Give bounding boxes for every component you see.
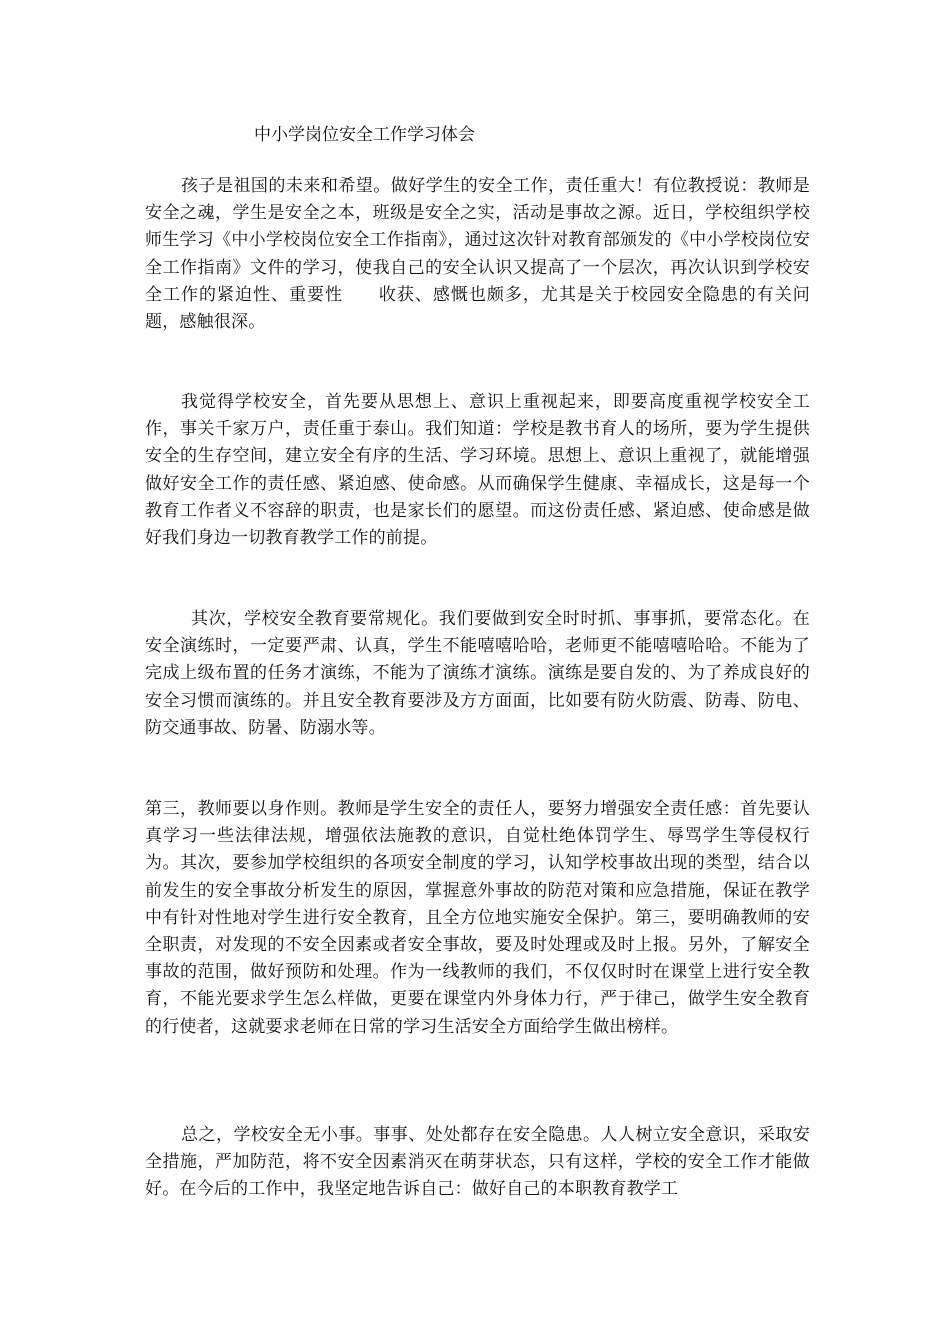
paragraph-conclusion: 总之，学校安全无小事。事事、处处都存在安全隐患。人人树立安全意识，采取安全措施，严加防范，将不安全因素消灭在萌芽状态，只有这样，学校的安全工作才能做好。在今后的工作中，我坚定地告诉自己：做好自己的本职教育教学工 bbox=[145, 1125, 810, 1200]
paragraph-teacher-example: 第三，教师要以身作则。教师是学生安全的责任人，要努力增强安全责任感：首先要认真学习一些法律法规，增强依法施教的意识，自觉杜绝体罚学生、辱骂学生等侵权行为。其次，要参加学校组织的各项安全制度的学习，认知学校事故出现的类型，结合以前发生的安全事故分析发生的原因，掌握意外事故的防范对策和应急措施，保证在教学中有针对性地对学生进行安全教育，且全方位地实施安全保护。第三，要明确教师的安全职责，对发现的不安全因素或者安全事故，要及时处理或及时上报。另外，了解安全事故的范围，做好预防和处理。作为一线教师的我们，不仅仅时时在课堂上进行安全教育，不能光要求学生怎么样做，更要在课堂内外身体力行，严于律己，做学生安全教育的行使者，这就要求老师在日常的学习生活安全方面给学生做出榜样。 bbox=[145, 799, 810, 1037]
document-title: 中小学岗位安全工作学习体会 bbox=[254, 125, 475, 145]
paragraph-routine-education: 其次，学校安全教育要常规化。我们要做到安全时时抓、事事抓，要常态化。在安全演练时，一定要严肃、认真，学生不能嘻嘻哈哈，老师更不能嘻嘻哈哈。不能为了完成上级布置的任务才演练，不能为了演练才演练。演练是要自发的、为了养成良好的安全习惯而演练的。并且安全教育要涉及方方面面，比如要有防火防震、防毒、防电、防交通事故、防暑、防溺水等。 bbox=[145, 609, 810, 738]
paragraph-awareness: 我觉得学校安全，首先要从思想上、意识上重视起来，即要高度重视学校安全工作，事关千家万户，责任重于泰山。我们知道：学校是教书育人的场所，要为学生提供安全的生存空间，建立安全有序的生活、学习环境。思想上、意识上重视了，就能增强做好安全工作的责任感、紧迫感、使命感。从而确保学生健康、幸福成长，这是每一个教育工作者义不容辞的职责，也是家长们的愿望。而这份责任感、紧迫感、使命感是做好我们身边一切教育教学工作的前提。 bbox=[145, 392, 810, 549]
paragraph-intro: 孩子是祖国的未来和希望。做好学生的安全工作，责任重大！有位教授说：教师是安全之魂，学生是安全之本，班级是安全之实，活动是事故之源。近日，学校组织学校师生学习《中小学校岗位安全工作指南》，通过这次针对教育部颁发的《中小学校岗位安全工作指南》文件的学习，使我自己的安全认识又提高了一个层次，再次认识到学校安全工作的紧迫性、重要性 收获、感慨也颇多，尤其是关于校园安全隐患的有关问题，感触很深。 bbox=[145, 176, 810, 333]
